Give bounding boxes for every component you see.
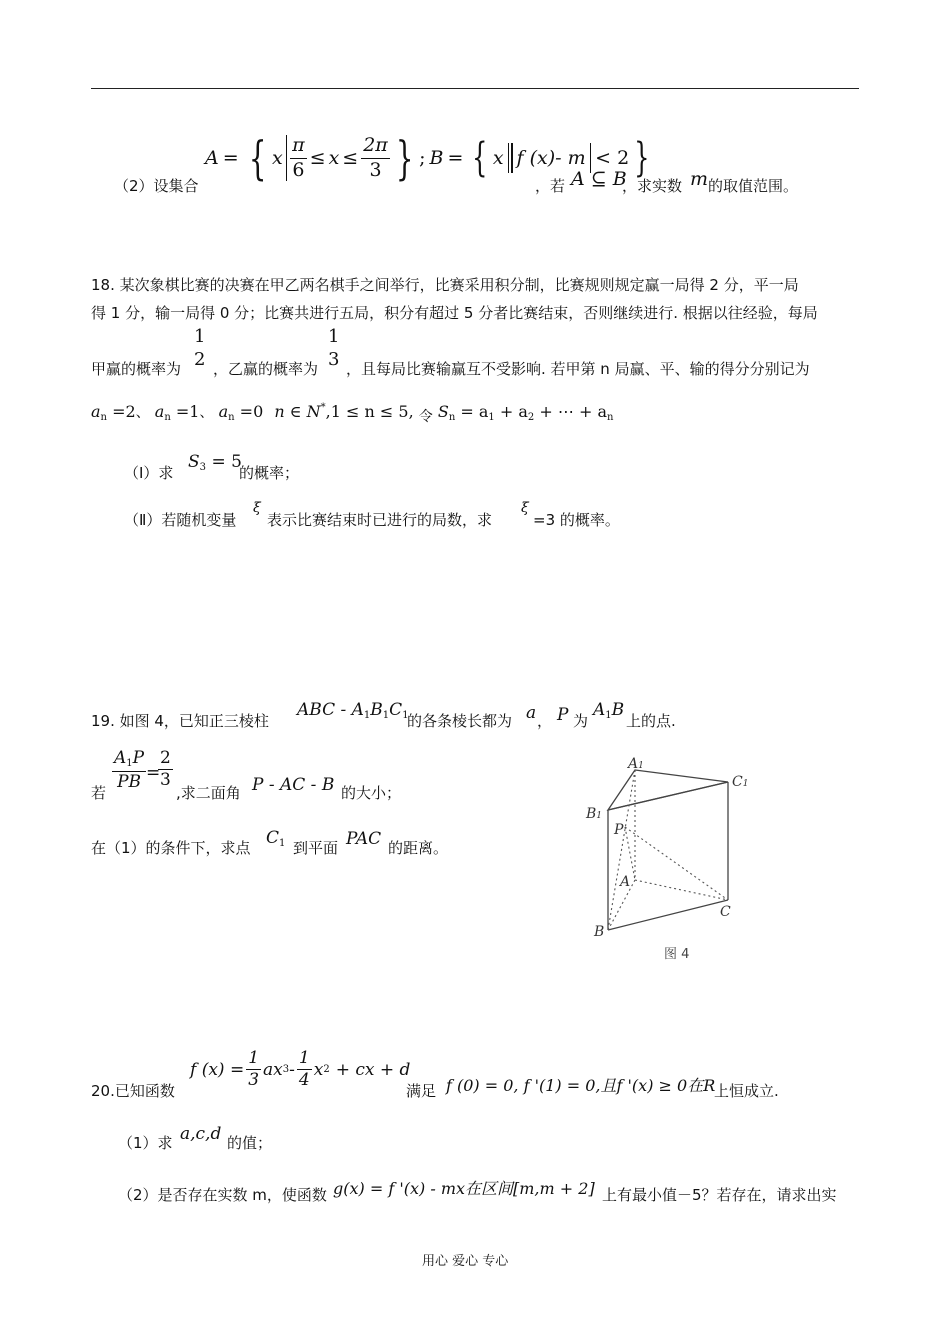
q18-line3c: ，且每局比赛输赢互不受影响. 若甲第 n 局赢、平、输的得分分别记为 [346,360,810,378]
q19-prism: ABC - $A_1B_1C_1$ [297,700,409,721]
q19-C1: $C_1$ [266,828,286,849]
q17-part2-mid: ，若 [535,177,566,195]
q18-conditions: $a_n =2$、 $a_n =1$、 $a_n =0$ n ∈ N*,1 ≤ n ≤ 5, 令 $S_n = a_1 + a_2$ + ⋯ + $a_n$ [91,402,614,425]
q19-line1-prefix: 19. 如图 4，已知正三棱柱 [91,712,269,730]
footer-text: 用心 爱心 专心 [422,1254,509,1269]
q17-set-definition: A = { x $\frac{\pi}{6}$ ≤ x ≤ $\frac{2\pi}{3}$ } ; B = { x f (x)- m < 2 } [205,131,650,185]
label-A: A [620,874,631,890]
q19-line1-mid: 的各条棱长都为 [407,712,513,730]
q19-eq: = [146,763,161,783]
q20-function: f (x) = $\frac{1}{3}$ ax 3 - $\frac{1}{4}$ x 2 + cx + d [190,1048,411,1091]
label-C: C [720,904,731,920]
q17-var-m: m [690,168,709,190]
q20-suffix: 上恒成立. [714,1082,779,1100]
q19-line2-suffix: 的大小； [341,784,402,802]
q19-line3-mid: 到平面 [293,839,339,857]
q17-part2-prefix: （2）设集合 [114,177,199,195]
q18-frac-third: 1 3 [328,326,340,370]
q19-line1-wei: 为 [573,712,589,730]
q20-part1-vars: a,c,d [180,1124,222,1144]
q18-part1-suffix: 的概率； [239,464,300,482]
q19-ratio: $\frac{A_1P}{PB}$ [114,748,145,792]
q19-ratio-value: $\frac{2}{3}$ [160,748,171,791]
q20-part2-prefix: （2）是否存在实数 m，使函数 [118,1186,327,1204]
q20-part1-suffix: 的值； [227,1134,273,1152]
q19-comma: ， [537,712,553,730]
q17-part2-suffix1: ，求实数 [622,177,683,195]
prism-figure [580,752,780,967]
figure-caption: 图 4 [664,947,690,962]
q19-var-P: P [557,705,569,725]
q19-var-a: a [526,703,537,723]
q17-part2-suffix2: 的取值范围。 [708,177,799,195]
q18-part1-expr: $S_3 = 5$ [188,452,242,473]
q20-condition: f (0) = 0, f '(1) = 0,且f '(x) ≥ 0在R [446,1076,716,1095]
q17-subset: A ⊆ B [571,168,627,190]
q20-part1-prefix: （1）求 [118,1134,173,1152]
q19-line3-suffix: 的距离。 [388,839,449,857]
q18-part2-suffix: =3 的概率。 [533,511,620,529]
q18-part2-prefix: （Ⅱ）若随机变量 [124,511,237,529]
q20-part2-expr: g(x) = f '(x) - mx在区间[m,m + 2] [333,1179,595,1198]
q18-part2-mid: 表示比赛结束时已进行的局数，求 [267,511,493,529]
label-B: B [594,924,605,940]
q18-line1: 18. 某次象棋比赛的决赛在甲乙两名棋手之间举行，比赛采用积分制，比赛规则规定赢一局得 2 分，平一局 [91,276,799,294]
q18-xi-1: ξ [253,500,261,516]
q18-part1-prefix: （Ⅰ）求 [124,464,174,482]
label-A1: A1 [628,756,644,772]
q20-prefix: 20.已知函数 [91,1082,175,1100]
q19-line1-suffix: 上的点. [626,712,676,730]
q19-A1B: $A_1B$ [593,700,625,721]
q19-ruo: 若 [91,784,107,802]
q18-line2: 得 1 分，输一局得 0 分；比赛共进行五局，积分有超过 5 分者比赛结束，否则继续进行. 根据以往经验，每局 [91,304,818,322]
q18-xi-2: ξ [521,500,529,516]
q19-line2-mid: ,求二面角 [176,784,241,802]
q18-line3b: ，乙赢的概率为 [213,360,319,378]
header-rule [91,88,859,89]
q20-mid: 满足 [406,1082,437,1100]
q18-frac-half: 1 2 [194,326,206,370]
q18-line3a: 甲赢的概率为 [91,360,182,378]
q20-part2-suffix: 上有最小值－5？若存在，请求出实 [602,1186,837,1204]
label-C1: C1 [732,774,749,790]
q19-dihedral: P - AC - B [252,775,335,795]
q19-line3-prefix: 在（1）的条件下，求点 [91,839,251,857]
label-P: P [614,822,624,838]
label-B1: B1 [586,806,603,822]
q19-PAC: PAC [346,829,382,849]
